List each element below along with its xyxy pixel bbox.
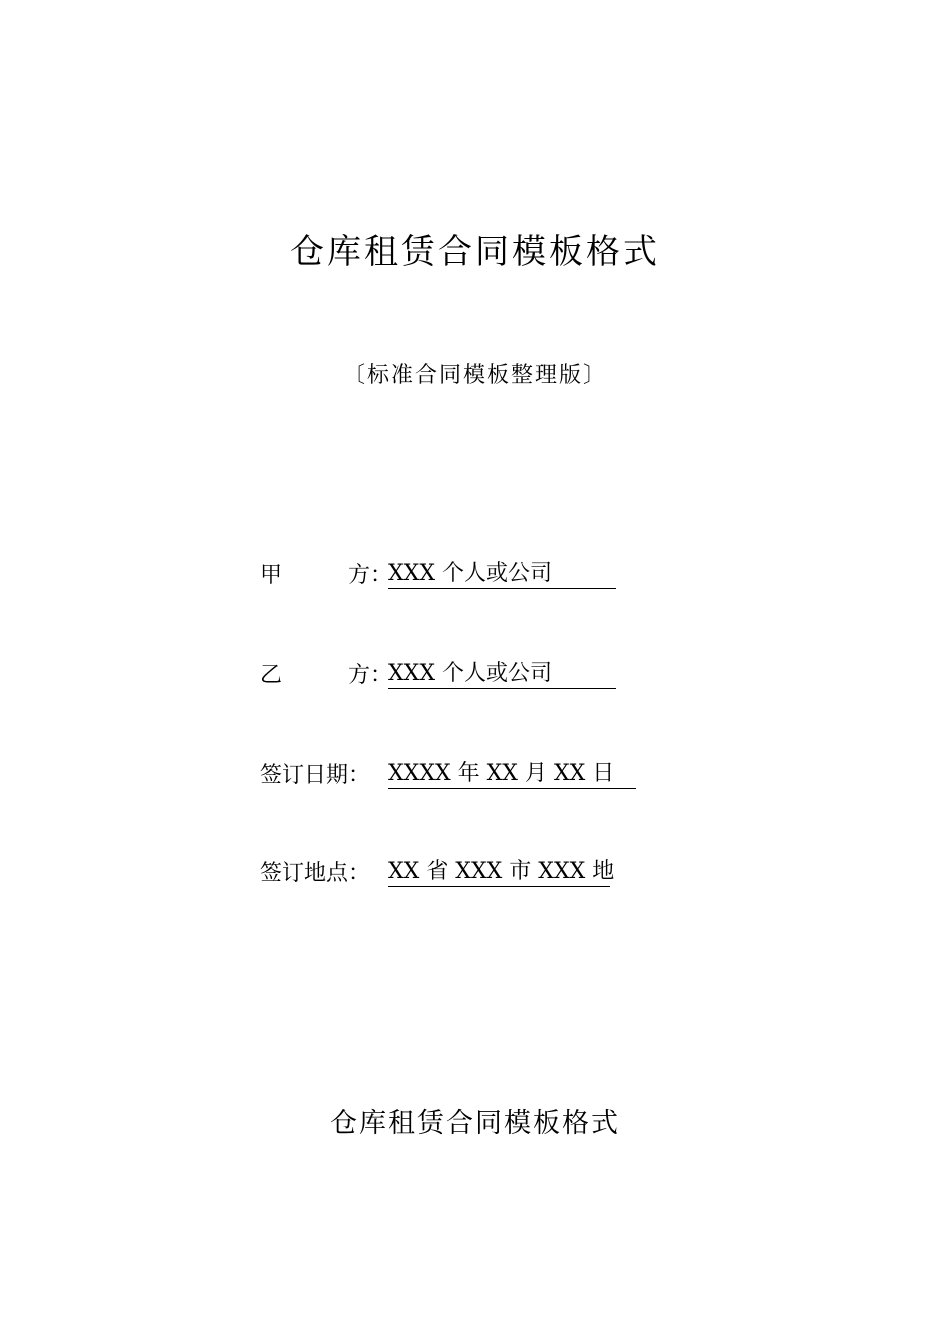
party-b-value: XXX 个人或公司 [388, 660, 616, 689]
document-subtitle: 〔标准合同模板整理版〕 [342, 363, 607, 388]
body-title: 仓库租赁合同模板格式 [330, 1108, 620, 1139]
party-a-field [260, 560, 616, 592]
party-a-value: XXX 个人或公司 [388, 560, 616, 589]
sign-date-label: 签订日期： [260, 763, 371, 788]
party-b-label: 乙 方： [260, 663, 393, 688]
sign-place-value: XX 省 XXX 市 XXX 地 [388, 858, 610, 887]
party-b-field [260, 660, 616, 692]
sign-date-value: XXXX 年 XX 月 XX 日 [388, 760, 636, 789]
sign-place-field [260, 858, 615, 890]
document-title: 仓库租赁合同模板格式 [290, 232, 660, 272]
party-a-label: 甲 方： [260, 563, 393, 588]
sign-date-field [260, 760, 636, 792]
sign-place-label: 签订地点： [260, 861, 371, 886]
